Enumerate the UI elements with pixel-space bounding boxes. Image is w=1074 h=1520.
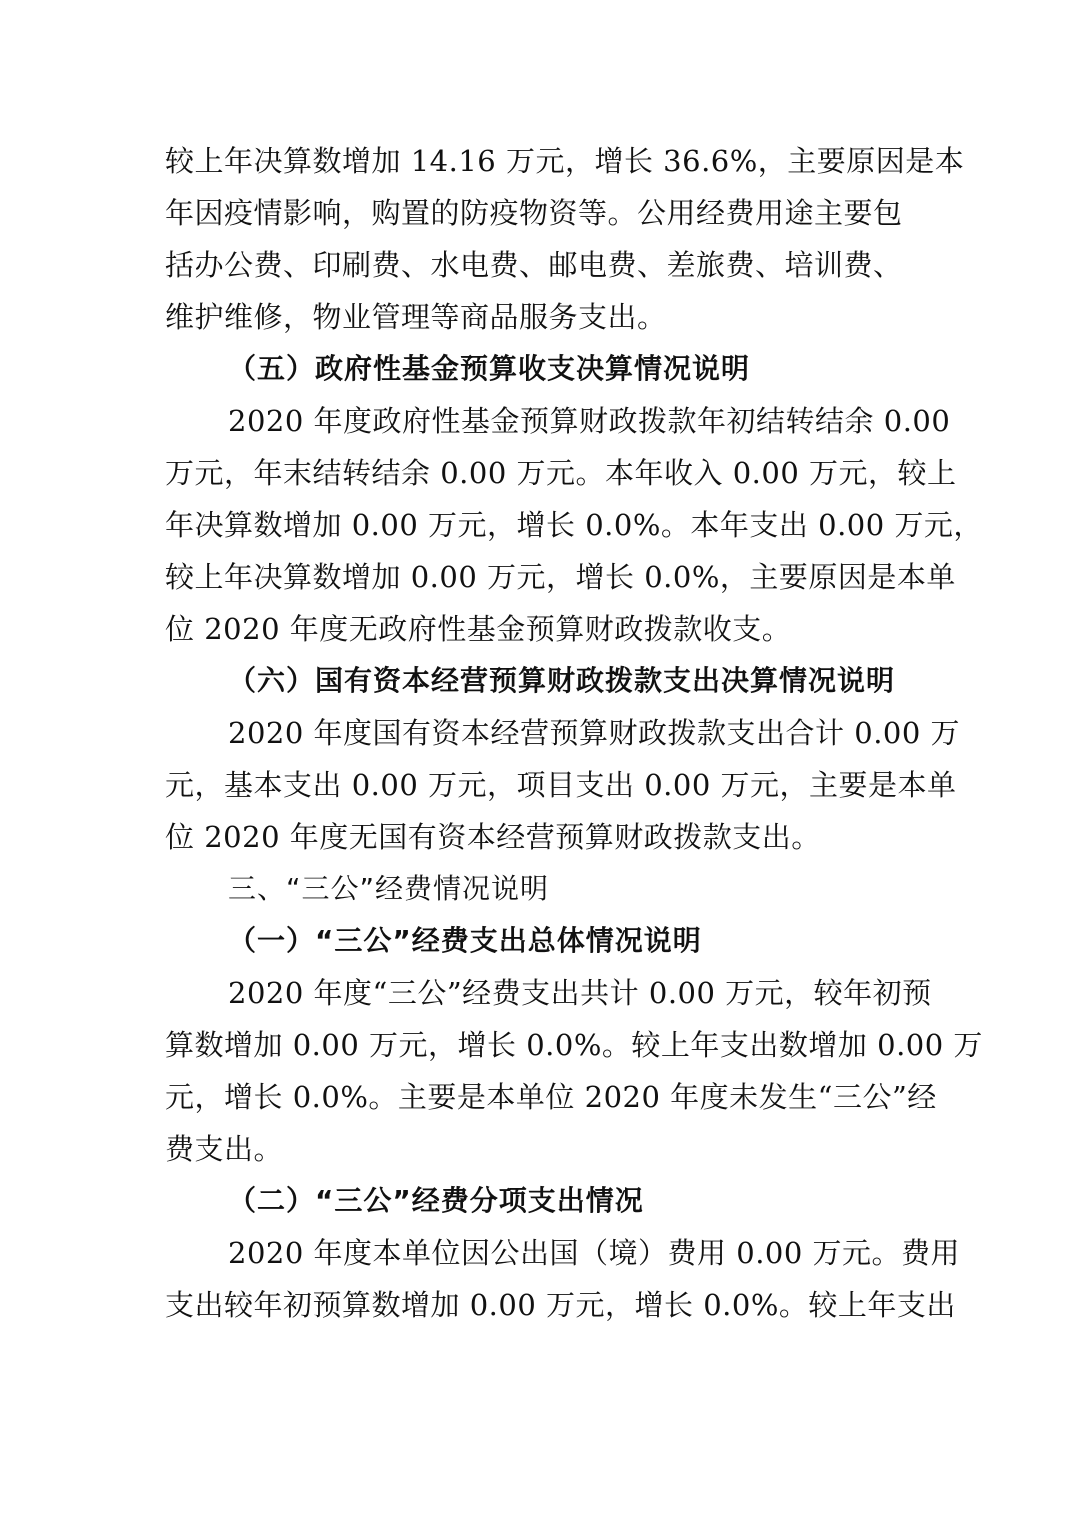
paragraph-line: 元，基本支出 0.00 万元，项目支出 0.00 万元，主要是本单 [165,768,957,802]
paragraph-line: 2020 年度政府性基金预算财政拨款年初结转结余 0.00 [228,404,951,438]
heading-state-capital: （六）国有资本经营预算财政拨款支出决算情况说明 [228,664,896,697]
paragraph-line: 支出较年初预算数增加 0.00 万元，增长 0.0%。较上年支出 [165,1288,956,1322]
paragraph-line: 2020 年度国有资本经营预算财政拨款支出合计 0.00 万 [228,716,961,750]
paragraph-line: 较上年决算数增加 14.16 万元，增长 36.6%，主要原因是本 [165,144,965,178]
paragraph-line: 2020 年度“三公”经费支出共计 0.00 万元，较年初预 [228,976,932,1010]
paragraph-line: 位 2020 年度无政府性基金预算财政拨款收支。 [165,612,792,646]
heading-government-fund: （五）政府性基金预算收支决算情况说明 [228,352,751,385]
heading-three-public-overall: （一）“三公”经费支出总体情况说明 [228,924,702,957]
paragraph-line: 年决算数增加 0.00 万元，增长 0.0%。本年支出 0.00 万元， [165,508,983,542]
paragraph-line: 费支出。 [165,1132,284,1166]
paragraph-line: 位 2020 年度无国有资本经营预算财政拨款支出。 [165,820,821,854]
paragraph-line: 万元，年末结转结余 0.00 万元。本年收入 0.00 万元，较上 [165,456,957,490]
paragraph-line: 2020 年度本单位因公出国（境）费用 0.00 万元。费用 [228,1236,961,1270]
paragraph-line: 元，增长 0.0%。主要是本单位 2020 年度未发生“三公”经 [165,1080,937,1114]
section-title-three-public: 三、“三公”经费情况说明 [228,872,550,905]
heading-three-public-itemized: （二）“三公”经费分项支出情况 [228,1184,644,1217]
paragraph-line: 算数增加 0.00 万元，增长 0.0%。较上年支出数增加 0.00 万 [165,1028,983,1062]
paragraph-line: 维护维修，物业管理等商品服务支出。 [165,300,667,334]
paragraph-line: 括办公费、印刷费、水电费、邮电费、差旅费、培训费、 [165,248,903,282]
paragraph-line: 年因疫情影响，购置的防疫物资等。公用经费用途主要包 [165,196,903,230]
paragraph-line: 较上年决算数增加 0.00 万元，增长 0.0%，主要原因是本单 [165,560,956,594]
